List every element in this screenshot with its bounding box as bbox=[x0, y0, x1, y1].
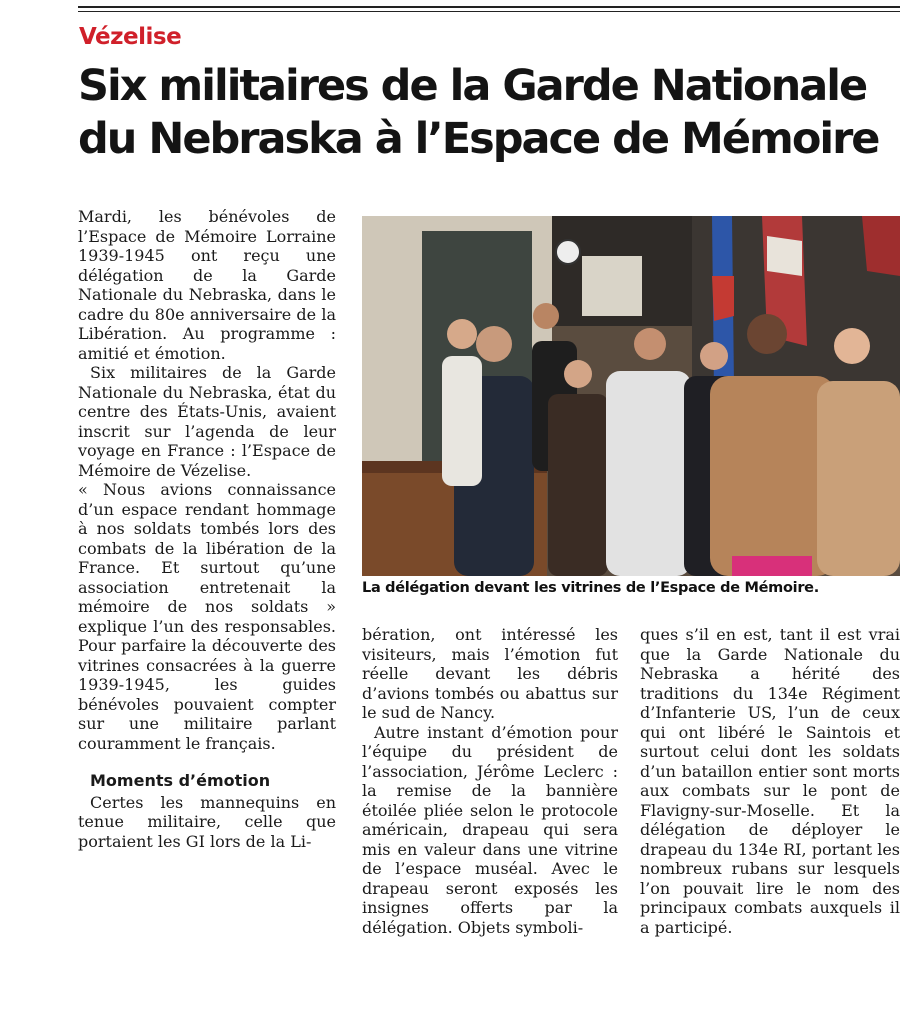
location-kicker: Vézelise bbox=[79, 24, 182, 50]
paragraph: Mardi, les bénévoles de l’Espace de Mémoire Lorraine 1939-1945 ont reçu une délégation de la Garde Nationale du Nebraska, dans le cadre du 80e anniversaire de la Libération. Au programme : amitié et émotion. bbox=[78, 207, 336, 363]
headline-line-2: du Nebraska à l’Espace de Mémoire bbox=[78, 114, 879, 164]
headline-line-1: Six militaires de la Garde Nationale bbox=[78, 61, 867, 111]
paragraph: Six militaires de la Garde Nationale du Nebraska, état du centre des États-Unis, avaient inscrit sur l’agenda de leur voyage en France : l’Espace de Mémoire de Vézelise. bbox=[78, 363, 336, 480]
article-column-3 bbox=[640, 625, 900, 937]
paragraph: ques s’il en est, tant il est vrai que la Garde Nationale du Nebraska a hérité des traditions du 134e Régiment d’Infanterie US, l’un de ceux qui ont libéré le Saintois et surtout celui dont les soldats d’un bataillon entier sont morts aux combats sur le pont de Flavigny-sur-Moselle. Et la délégation de déployer le drapeau du 134e RI, portant les nombreux rubans sur lesquels l’on pouvait lire le nom des principaux combats auxquels il a participé. bbox=[640, 625, 900, 937]
paragraph: bération, ont intéressé les visiteurs, mais l’émotion fut réelle devant les débris d’avions tombés ou abattus sur le sud de Nancy. bbox=[362, 625, 618, 722]
delegation-photo bbox=[362, 216, 900, 576]
paragraph: Autre instant d’émotion pour l’équipe du président de l’association, Jérôme Leclerc : la remise de la bannière étoilée pliée selon le protocole américain, drapeau qui sera mis en valeur dans une vitrine de l’espace muséal. Avec le drapeau seront exposés les insignes offerts par la délégation. Objets symboli- bbox=[362, 722, 618, 937]
article-column-2 bbox=[362, 625, 618, 937]
photo-illustration bbox=[362, 216, 900, 576]
paragraph: Certes les mannequins en tenue militaire, celle que portaient les GI lors de la Li- bbox=[78, 792, 336, 851]
article-column-1 bbox=[78, 207, 336, 851]
headline bbox=[78, 60, 908, 166]
top-rule-thin bbox=[78, 11, 900, 12]
subheading: Moments d’émotion bbox=[90, 771, 271, 790]
top-rule bbox=[78, 6, 900, 8]
photo-caption: La délégation devant les vitrines de l’Espace de Mémoire. bbox=[362, 580, 819, 596]
paragraph: « Nous avions connaissance d’un espace rendant hommage à nos soldats tombés lors des combats de la libération de la France. Et surtout qu’une association entretenait la mémoire de nos soldats » explique l’un des responsables. Pour parfaire la découverte des vitrines consacrées à la guerre 1939-1945, les guides bénévoles pouvaient compter sur une militaire parlant couramment le français. bbox=[78, 480, 336, 753]
